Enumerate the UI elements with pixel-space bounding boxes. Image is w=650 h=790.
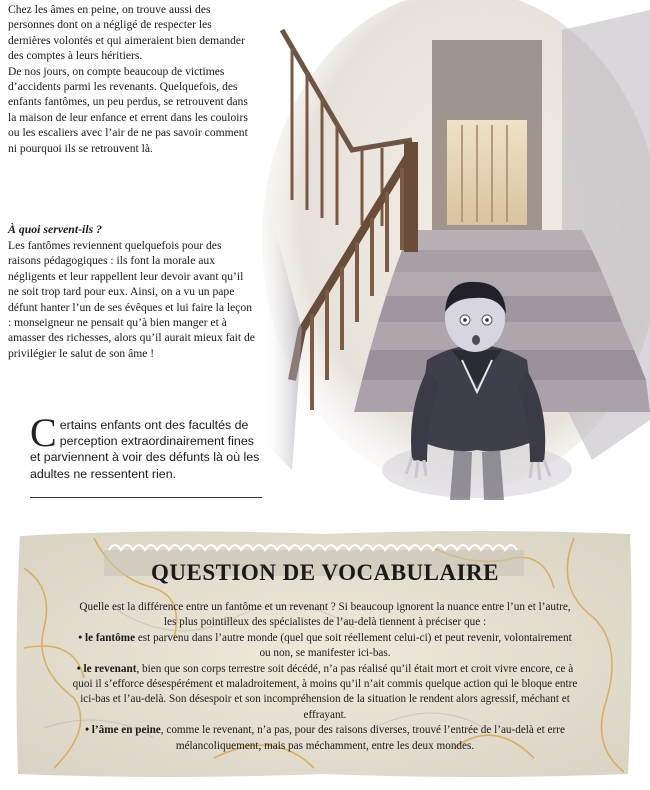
definition-ame-en-peine: , comme le revenant, n’a pas, pour des raisons diverses, trouvé l’entrée de l’au-delà et erre mélancoliquement, mais pas méchamment, entre les deux mondes. — [160, 724, 565, 752]
vocabulary-intro: Quelle est la différence entre un fantôme et un revenant ? Si beaucoup ignorent la nuance entre l’un et l’autre, les plus pointilleux des spécialistes de l’au-delà tiennent à préciser que : — [79, 601, 571, 629]
vocabulary-title: QUESTION DE VOCABULAIRE — [150, 560, 500, 585]
term-fantome: le fantôme — [85, 631, 136, 644]
definition-fantome: est parvenu dans l’autre monde (quel que soit réellement celui-ci) et peut revenir, volontairement ou non, se manifester ici-bas. — [135, 631, 572, 660]
pull-quote-text: ertains enfants ont des facultés de perception extraordinairement fines et parviennent à voir des défunts là où les adultes ne ressentent rien. — [30, 418, 260, 481]
definition-revenant: , bien que son corps terrestre soit décédé, n’a pas réalisé qu’il était mort et croit vivre encore, ce à quoi il s’efforce désespérément et maladroitement, à moins qu’il n’ait commis quelque action qui le bloque entre ici-bas et l’au-delà. Son désespoir et son incompréhension de la situation le rendent alors agressif, méchant et effrayant. — [72, 662, 578, 721]
bullet: • — [85, 724, 89, 737]
vocabulary-text — [72, 600, 578, 754]
bullet: • — [78, 631, 83, 644]
term-revenant: le revenant — [83, 662, 137, 675]
intro-text — [8, 2, 256, 156]
intro-paragraph-2: De nos jours, on compte beaucoup de victimes d’accidents parmi les revenants. Quelquefois, des enfants fantômes, un peu perdus, se retrouvent dans la maison de leur enfance et errent dans les couloirs ou les escaliers avec l’air de ne pas savoir comment ni pourquoi ils se retrouvent là. — [8, 64, 248, 155]
section-body: Les fantômes reviennent quelquefois pour des raisons pédagogiques : ils font la morale aux négligents et leur rappellent leur devoir avant qu’il ne soit trop tard pour eux. Ainsi, on a vu un pape défunt hanter l’un de ses évêques et lui faire la leçon : monseigneur ne pensait qu’à bien manger et à amasser des richesses, alors qu’il aurait mieux fait de privilégier le salut de son âme ! — [8, 239, 255, 360]
intro-paragraph-1: Chez les âmes en peine, on trouve aussi des personnes dont on a négligé de respecter les dernières volontés et qui aimeraient bien demander des comptes à leurs héritiers. — [8, 3, 245, 63]
vocabulary-item — [72, 662, 578, 724]
bullet: • — [76, 662, 81, 675]
newel-post — [404, 142, 418, 252]
vocabulary-item — [72, 631, 578, 662]
vocabulary-item — [72, 723, 578, 754]
ghost-boy-staircase-illustration — [262, 0, 650, 510]
lit-door — [447, 120, 527, 225]
pull-quote-rule — [30, 497, 262, 498]
term-ame-en-peine: l’âme en peine — [91, 724, 161, 737]
drop-cap: C — [30, 410, 57, 455]
section-heading: À quoi servent-ils ? — [8, 222, 103, 236]
pull-quote — [30, 410, 264, 482]
